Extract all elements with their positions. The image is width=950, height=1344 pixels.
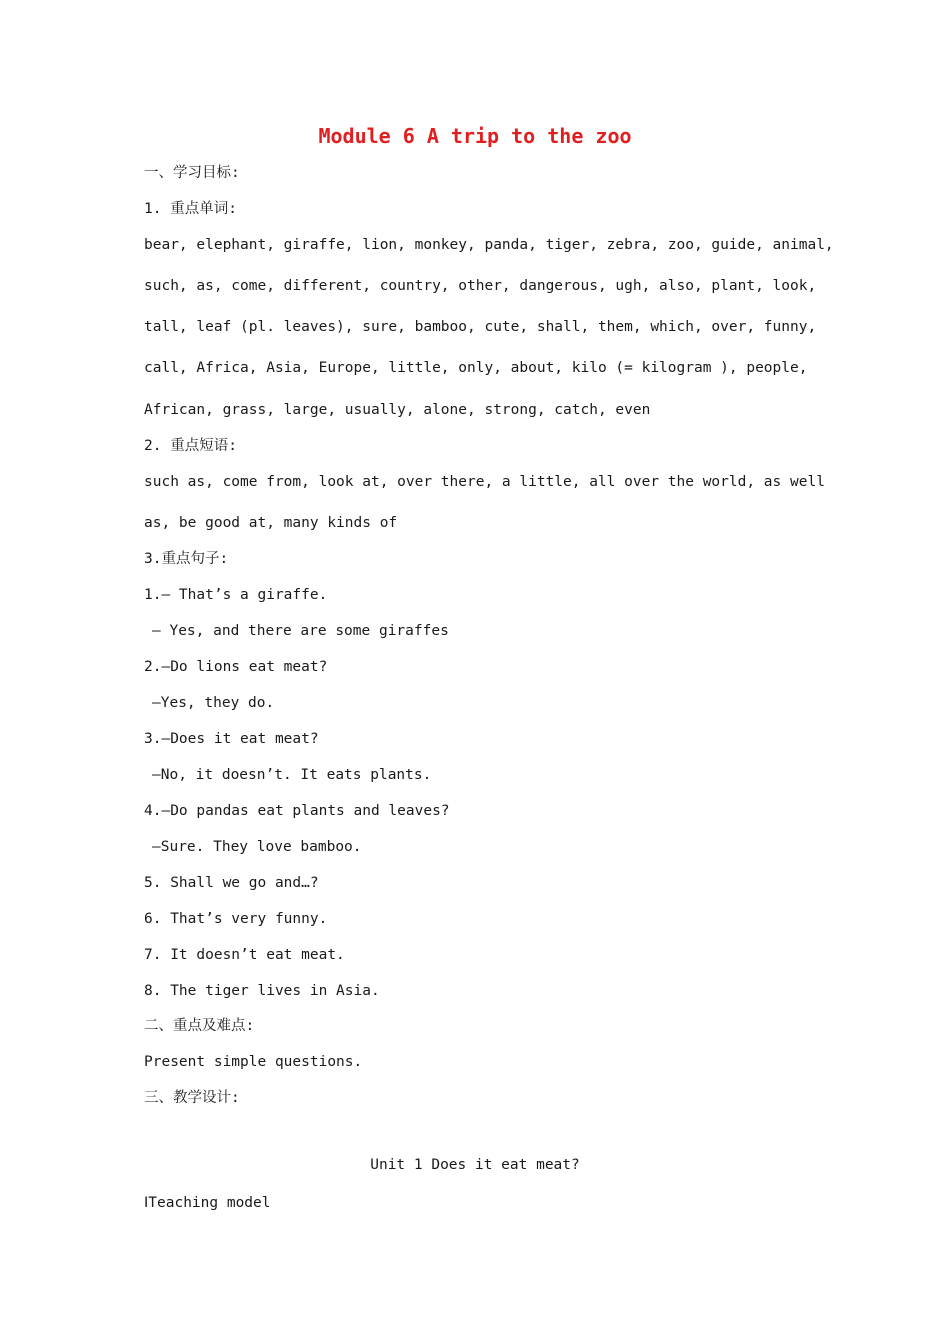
key-words-line: bear, elephant, giraffe, lion, monkey, panda, tiger, zebra, zoo, guide, animal, — [144, 237, 834, 253]
key-phrases-line: such as, come from, look at, over there, a little, all over the world, as well — [144, 474, 825, 490]
key-phrases-heading: 2. 重点短语: — [144, 438, 237, 454]
sentence-line: 1.— That’s a giraffe. — [144, 587, 328, 603]
key-words-heading: 1. 重点单词: — [144, 201, 237, 217]
sentence-line: 6. That’s very funny. — [144, 911, 328, 927]
section-2-text: Present simple questions. — [144, 1054, 363, 1070]
key-phrases-line: as, be good at, many kinds of — [144, 515, 398, 531]
key-words-line: such, as, come, different, country, other, dangerous, ugh, also, plant, look, — [144, 278, 817, 294]
sentence-line: 7. It doesn’t eat meat. — [144, 947, 345, 963]
section-1-heading: 一、学习目标: — [144, 165, 240, 181]
section-2-heading: 二、重点及难点: — [144, 1018, 255, 1034]
unit-title: Unit 1 Does it eat meat? — [370, 1157, 580, 1173]
sentence-line: 2.—Do lions eat meat? — [144, 659, 328, 675]
sentence-line: — Yes, and there are some giraffes — [152, 623, 449, 639]
key-sentences-heading: 3.重点句子: — [144, 551, 229, 567]
teaching-model-heading: ⅠTeaching model — [144, 1195, 271, 1211]
section-3-heading: 三、教学设计: — [144, 1090, 240, 1106]
sentence-line: 3.—Does it eat meat? — [144, 731, 319, 747]
key-words-line: call, Africa, Asia, Europe, little, only, about, kilo (= kilogram ), people, — [144, 360, 808, 376]
key-words-line: tall, leaf (pl. leaves), sure, bamboo, cute, shall, them, which, over, funny, — [144, 319, 817, 335]
sentence-line: 8. The tiger lives in Asia. — [144, 983, 380, 999]
sentence-line: 4.—Do pandas eat plants and leaves? — [144, 803, 450, 819]
document-title: Module 6 A trip to the zoo — [318, 124, 632, 148]
sentence-line: 5. Shall we go and…? — [144, 875, 319, 891]
sentence-line: —Sure. They love bamboo. — [152, 839, 362, 855]
sentence-line: —Yes, they do. — [152, 695, 275, 711]
sentence-line: —No, it doesn’t. It eats plants. — [152, 767, 432, 783]
key-words-line: African, grass, large, usually, alone, strong, catch, even — [144, 402, 651, 418]
